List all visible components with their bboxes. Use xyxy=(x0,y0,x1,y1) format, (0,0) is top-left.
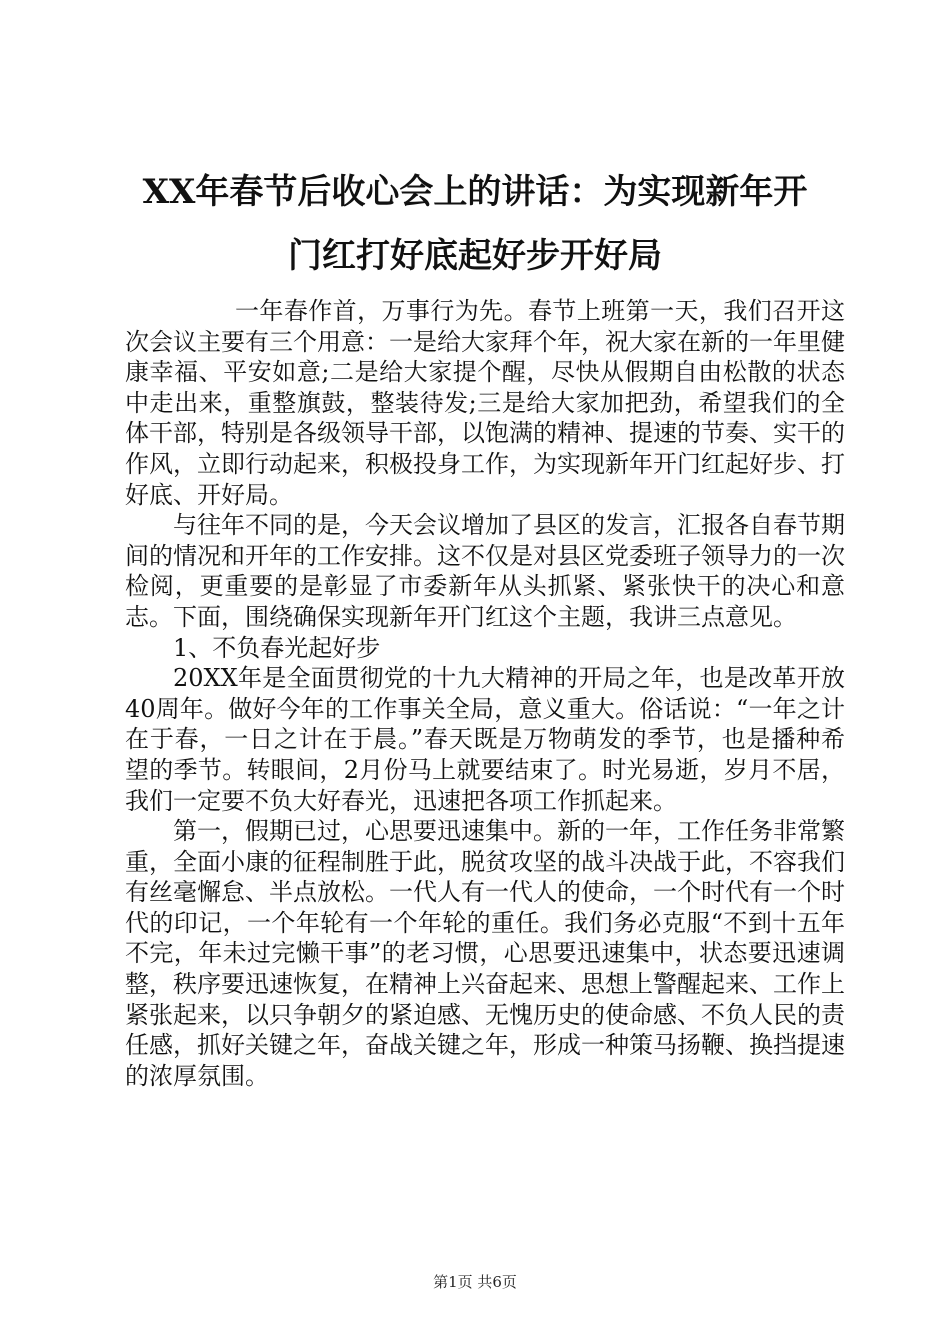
paragraph-meeting: 与往年不同的是，今天会议增加了县区的发言，汇报各自春节期间的情况和开年的工作安排。这不仅是对县区党委班子领导力的一次检阅，更重要的是彰显了市委新年从头抓紧、紧张快干的决心和意志。下面，围绕确保实现新年开门红这个主题，我讲三点意见。 xyxy=(125,511,845,631)
paragraph-intro: 一年春作首，万事行为先。春节上班第一天，我们召开这次会议主要有三个用意：一是给大家拜个年，祝大家在新的一年里健康幸福、平安如意;二是给大家提个醒，尽快从假期自由松散的状态中走出来，重整旗鼓，整装待发;三是给大家加把劲，希望我们的全体干部，特别是各级领导干部，以饱满的精神、提速的节奏、实干的作风，立即行动起来，积极投身工作，为实现新年开门红起好步、打好底、开好局。 xyxy=(125,297,845,509)
paragraph-first-point: 第一，假期已过，心思要迅速集中。新的一年，工作任务非常繁重，全面小康的征程制胜于此，脱贫攻坚的战斗决战于此，不容我们有丝毫懈怠、半点放松。一代人有一代人的使命，一个时代有一个时代的印记，一个年轮有一个年轮的重任。我们务必克服“不到十五年不完，年未过完懒干事”的老习惯，心思要迅速集中，状态要迅速调整，秩序要迅速恢复，在精神上兴奋起来、思想上警醒起来、工作上紧张起来，以只争朝夕的紧迫感、无愧历史的使命感、不负人民的责任感，抓好关键之年，奋战关键之年，形成一种策马扬鞭、换挡提速的浓厚氛围。 xyxy=(125,817,845,1090)
section-heading-1: 1、不负春光起好步 xyxy=(173,633,381,662)
document-body xyxy=(125,296,845,1091)
title-line-2: 门红打好底起好步开好局 xyxy=(288,236,662,276)
paragraph-2018-overview: 20XX年是全面贯彻党的十九大精神的开局之年，也是改革开放40周年。做好今年的工作事关全局，意义重大。俗话说：“一年之计在于春，一日之计在于晨。”春天既是万物萌发的季节，也是播种希望的季节。转眼间，2月份马上就要结束了。时光易逝，岁月不居，我们一定要不负大好春光，迅速把各项工作抓起来。 xyxy=(125,664,845,815)
page-footer: 第1页 共6页 xyxy=(433,1273,517,1291)
title-line-1: XX年春节后收心会上的讲话：为实现新年开 xyxy=(142,172,808,212)
document-title xyxy=(108,160,842,288)
